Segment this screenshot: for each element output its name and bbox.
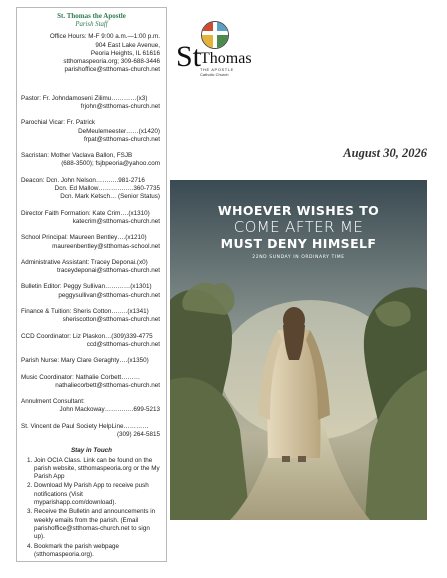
svdp-phone: (309) 264-5815 bbox=[116, 431, 160, 438]
bulletin-date: August 30, 2026 bbox=[343, 146, 427, 160]
nurse-entry bbox=[21, 357, 162, 365]
ccd-email[interactable]: ccd@stthomas-church.net bbox=[86, 340, 160, 348]
office-web-phone[interactable]: stthomaspeoria.org; 309-688-3446 bbox=[63, 58, 160, 66]
list-item: 1. Join OCIA Class. Link can be found on the parish website, stthomaspeoria.org or the My Parish App bbox=[34, 457, 162, 482]
office-street: 904 East Lake Avenue, bbox=[95, 41, 160, 49]
admin-entry bbox=[21, 259, 162, 276]
staff-subtitle: Parish Staff bbox=[75, 21, 108, 29]
hero-line-1: WHOEVER WISHES TO bbox=[217, 203, 380, 218]
principal-email[interactable]: maureenbentley@stthomas-school.net bbox=[52, 242, 160, 250]
deacon-line-3: Dcn. Mark Ketsch… (Senior Status) bbox=[60, 193, 160, 201]
annulment-line: Annulment Consultant: bbox=[21, 398, 85, 406]
vicar-line: Parochial Vicar: Fr. Patrick bbox=[21, 119, 96, 127]
pastor-line: Pastor: Fr. Johndamoseni Zilimu…………(x3) bbox=[21, 94, 148, 102]
cross-circle-icon bbox=[201, 21, 229, 49]
stay-in-touch-heading: Stay in Touch bbox=[70, 447, 113, 455]
hero-line-4: 22ND SUNDAY IN ORDINARY TIME bbox=[252, 255, 345, 260]
office-city: Peoria Heights, IL 61616 bbox=[90, 49, 160, 57]
staff-title: St. Thomas the Apostle bbox=[57, 12, 126, 20]
list-item: 4. Bookmark the parish webpage (stthomaspeoria.org). bbox=[34, 543, 162, 560]
office-hours: Office Hours: M-F 9:00 a.m.—1:00 p.m. bbox=[49, 33, 160, 41]
annulment-entry bbox=[21, 398, 162, 415]
music-line: Music Coordinator: Nathalie Corbett……… bbox=[21, 373, 140, 381]
deacons-entry bbox=[21, 177, 162, 202]
deacon-line-2: Dcn. Ed Mallow……………..360-7735 bbox=[54, 185, 160, 193]
svdp-line: St. Vincent de Paul Society HelpLine………… bbox=[21, 422, 149, 430]
sacristan-entry bbox=[21, 152, 162, 169]
faith-email[interactable]: katecrim@stthomas-church.net bbox=[72, 217, 160, 225]
finance-line: Finance & Tuition: Sheris Cotton……..(x1341) bbox=[21, 308, 149, 316]
deacon-line-1: Deacon: Dcn. John Nelson………..981-2716 bbox=[21, 176, 145, 184]
bulletin-email[interactable]: peggysullivan@stthomas-church.net bbox=[58, 291, 160, 299]
parish-logo bbox=[176, 20, 252, 78]
hero-line-2: COME AFTER ME bbox=[233, 218, 364, 236]
svdp-entry bbox=[21, 423, 162, 440]
pastor-entry bbox=[21, 95, 162, 112]
cover-image bbox=[170, 180, 427, 520]
finance-email[interactable]: sheriscotton@stthomas-church.net bbox=[62, 316, 160, 324]
hero-line-3: MUST DENY HIMSELF bbox=[220, 236, 377, 251]
annulment-contact: John Mackoway…………..699-5213 bbox=[59, 406, 160, 414]
logo-apostle: THE APOSTLE bbox=[200, 67, 234, 72]
logo-thomas: Thomas bbox=[200, 50, 252, 67]
ccd-entry bbox=[21, 333, 162, 350]
principal-entry bbox=[21, 234, 162, 251]
admin-email[interactable]: traceydeponai@stthomas-church.net bbox=[57, 267, 160, 275]
logo-catholic: Catholic Church bbox=[200, 72, 229, 77]
stay-in-touch-list bbox=[21, 457, 162, 560]
vicar-name-ext: DeMeulemeester……(x1420) bbox=[78, 127, 160, 135]
admin-line: Administrative Assistant: Tracey Deponai.(x0) bbox=[21, 258, 148, 266]
vicar-email[interactable]: frpat@stthomas-church.net bbox=[83, 135, 160, 143]
vicar-entry bbox=[21, 119, 162, 144]
parish-staff-box bbox=[16, 7, 167, 562]
music-entry bbox=[21, 374, 162, 391]
office-email[interactable]: parishoffice@stthomas-church.net bbox=[64, 66, 160, 74]
list-item: 3. Receive the Bulletin and announcements in weekly emails from the parish. (Email parishoffice@stthomas-church.net to sign up). bbox=[34, 508, 162, 541]
finance-entry bbox=[21, 308, 162, 325]
music-email[interactable]: nathaliecorbett@stthomas-church.net bbox=[55, 381, 160, 389]
list-item: 2. Download My Parish App to receive push notifications (Visit myparishapp.com/download). bbox=[34, 482, 162, 507]
faith-line: Director Faith Formation: Kate Crim….(x1310) bbox=[21, 209, 150, 217]
sacristan-contact[interactable]: (688-3500); fsjbpeoria@yahoo.com bbox=[61, 160, 160, 168]
bulletin-line: Bulletin Editor: Peggy Sullivan…………(x1301) bbox=[21, 283, 152, 291]
faith-formation-entry bbox=[21, 210, 162, 227]
logo-st: St bbox=[176, 40, 202, 73]
bulletin-entry bbox=[21, 283, 162, 300]
pastor-email[interactable]: frjohn@stthomas-church.net bbox=[80, 102, 160, 110]
nurse-line: Parish Nurse: Mary Clare Geraghty….(x1350) bbox=[21, 357, 149, 365]
principal-line: School Principal: Maureen Bentley….(x1210) bbox=[21, 234, 147, 242]
ccd-line: CCD Coordinator: Liz Plaskon…(309)339-4775 bbox=[21, 332, 153, 340]
sacristan-line: Sacristan: Mother Vaclava Ballon, FSJB bbox=[21, 152, 133, 160]
office-info bbox=[21, 33, 162, 74]
